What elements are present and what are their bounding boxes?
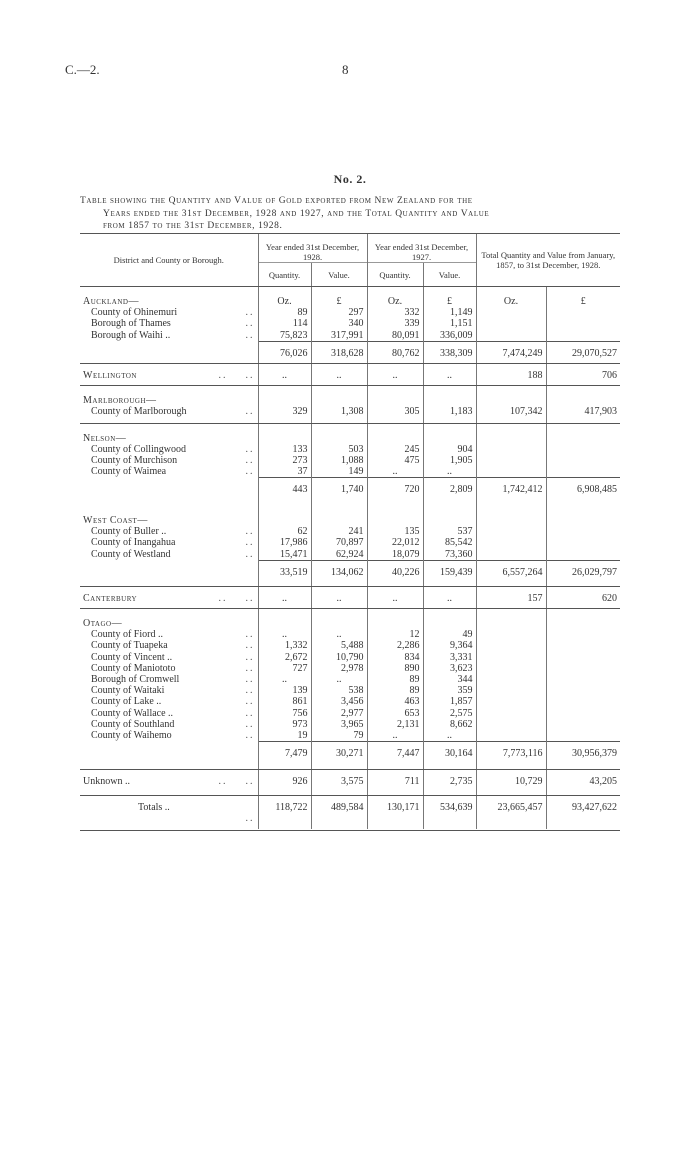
quantity-1928: 15,471	[258, 549, 311, 561]
page-code: C.—2.	[65, 62, 100, 77]
quantity-1928: 37	[258, 466, 311, 478]
total-value: 26,029,797	[546, 560, 620, 586]
value-1928: ..	[311, 629, 367, 640]
quantity-1928: 329	[258, 406, 311, 423]
region-row-unknown: Unknown .. .. .. 926 3,575 711 2,735 10,729 43,205	[80, 770, 620, 796]
value-1927: 904	[423, 444, 476, 455]
total-value: 620	[546, 586, 620, 608]
table-row: County of Waimea .. 37 149 .. ..	[80, 466, 620, 478]
total-value: 706	[546, 364, 620, 386]
subtotal-value-1927: 159,439	[423, 560, 476, 586]
region-row-nelson	[80, 423, 620, 444]
quantity-1927: 89	[367, 674, 423, 685]
caption-line-1: Table showing the Quantity and Value of Gold exported from New Zealand for the	[80, 196, 473, 206]
value-1928: 297	[311, 307, 367, 318]
totals-label: Totals ..	[138, 802, 170, 814]
value-1927: 336,009	[423, 330, 476, 342]
unit-oz: Oz.	[367, 287, 423, 308]
row-name: County of Buller ..	[91, 526, 167, 538]
quantity-1928: ..	[258, 629, 311, 640]
value-1927: 1,857	[423, 696, 476, 707]
value-1927: ..	[423, 730, 476, 742]
region-row-auckland	[80, 287, 620, 308]
quantity-1927: 305	[367, 406, 423, 423]
total-quantity: 10,729	[476, 770, 546, 796]
value-1927: 49	[423, 629, 476, 640]
region-name: Wellington	[83, 370, 137, 382]
table-row: County of Waitaki .. 139 538 89 359	[80, 685, 620, 696]
subtotal-quantity-1928: 76,026	[258, 341, 311, 363]
value-1928: 5,488	[311, 640, 367, 651]
subtotal-quantity-1927: 80,762	[367, 341, 423, 363]
total-quantity: 7,773,116	[476, 742, 546, 770]
subtotal-quantity-1927: 40,226	[367, 560, 423, 586]
quantity-1928: 19	[258, 730, 311, 742]
value-1927: ..	[423, 586, 476, 608]
subtotal-quantity-1928: 33,519	[258, 560, 311, 586]
row-name: County of Wallace ..	[91, 707, 174, 719]
page-number: 8	[342, 62, 349, 77]
quantity-1928: 861	[258, 696, 311, 707]
value-1928: 149	[311, 466, 367, 478]
row-name: County of Inangahua	[91, 537, 176, 549]
quantity-1927: ..	[367, 364, 423, 386]
region-row-otago	[80, 608, 620, 629]
grand-value-1928: 489,584	[311, 796, 367, 829]
table-row: County of Inangahua .. 17,986 70,897 22,012 85,542	[80, 537, 620, 548]
quantity-header-1928: Quantity.	[258, 263, 311, 287]
value-1928: 538	[311, 685, 367, 696]
region-row-marlborough	[80, 386, 620, 407]
subtotal-value-1927: 30,164	[423, 742, 476, 770]
quantity-1927: 339	[367, 318, 423, 329]
total-value: 6,908,485	[546, 478, 620, 506]
value-1927: 1,905	[423, 455, 476, 466]
quantity-1928: 62	[258, 526, 311, 537]
value-1928: ..	[311, 674, 367, 685]
value-1928: 79	[311, 730, 367, 742]
quantity-1928: 973	[258, 719, 311, 730]
table-row: Borough of Cromwell .. .. .. 89 344	[80, 674, 620, 685]
region-name: Auckland—	[83, 296, 139, 307]
total-value: 43,205	[546, 770, 620, 796]
value-1927: 3,623	[423, 663, 476, 674]
district-header: District and County or Borough.	[80, 234, 258, 287]
quantity-1928: ..	[258, 586, 311, 608]
value-1928: 340	[311, 318, 367, 329]
quantity-1927: 2,131	[367, 719, 423, 730]
value-1927: 1,183	[423, 406, 476, 423]
value-1927: 3,331	[423, 652, 476, 663]
value-1928: 3,575	[311, 770, 367, 796]
row-name: Borough of Thames	[91, 318, 171, 330]
quantity-1928: 2,672	[258, 652, 311, 663]
value-1928: 3,456	[311, 696, 367, 707]
region-name: Marlborough—	[83, 395, 157, 407]
table-row: County of Buller .. .. 62 241 135 537	[80, 526, 620, 537]
table-bottom-rule	[80, 830, 620, 831]
row-name: County of Murchison	[91, 455, 178, 467]
value-1927: 2,575	[423, 708, 476, 719]
value-1928: 317,991	[311, 330, 367, 342]
table-row: County of Marlborough .. 329 1,308 305 1,183 107,342 417,903	[80, 406, 620, 423]
quantity-1928: 114	[258, 318, 311, 329]
table-row: Borough of Thames .. 114 340 339 1,151	[80, 318, 620, 329]
value-1928: ..	[311, 586, 367, 608]
subtotal-value-1927: 338,309	[423, 341, 476, 363]
value-header-1927: Value.	[423, 263, 476, 287]
row-name: County of Waitaki	[91, 685, 165, 697]
unit-oz: Oz.	[476, 287, 546, 308]
quantity-1927: 80,091	[367, 330, 423, 342]
quantity-1927: 834	[367, 652, 423, 663]
total-quantity: 157	[476, 586, 546, 608]
table-row: Borough of Waihi .. .. 75,823 317,991 80,091 336,009	[80, 330, 620, 342]
quantity-header-1927: Quantity.	[367, 263, 423, 287]
subtotal-row-auckland	[80, 341, 620, 363]
value-1928: 3,965	[311, 719, 367, 730]
subtotal-row-westcoast	[80, 560, 620, 586]
table-row: County of Wallace .. .. 756 2,977 653 2,575	[80, 708, 620, 719]
table-row: County of Murchison .. 273 1,088 475 1,905	[80, 455, 620, 466]
quantity-1928: 1,332	[258, 640, 311, 651]
quantity-1928: 133	[258, 444, 311, 455]
region-name: Canterbury	[83, 592, 138, 604]
quantity-1927: ..	[367, 586, 423, 608]
value-1927: 1,151	[423, 318, 476, 329]
grand-total-value: 93,427,622	[546, 796, 620, 829]
value-1928: 1,088	[311, 455, 367, 466]
value-1927: 537	[423, 526, 476, 537]
region-row-wellington: Wellington .. .. .. .. .. .. 188 706	[80, 364, 620, 386]
total-value: 29,070,527	[546, 341, 620, 363]
table-row: County of Fiord .. .. .. .. 12 49	[80, 629, 620, 640]
quantity-1928: 273	[258, 455, 311, 466]
value-1927: ..	[423, 364, 476, 386]
value-1928: 1,308	[311, 406, 367, 423]
value-1928: 70,897	[311, 537, 367, 548]
row-name: County of Waihemo	[91, 729, 172, 741]
value-1928: ..	[311, 364, 367, 386]
quantity-1928: 756	[258, 708, 311, 719]
row-name: County of Tuapeka	[91, 640, 168, 652]
quantity-1928: 17,986	[258, 537, 311, 548]
row-name: County of Vincent ..	[91, 651, 173, 663]
totals-row: Totals .. .. 118,722 489,584 130,171 534,639 23,665,457 93,427,622	[80, 796, 620, 829]
row-name: Borough of Cromwell	[91, 673, 180, 685]
region-row-canterbury: Canterbury .. .. .. .. .. .. 157 620	[80, 586, 620, 608]
region-name: Unknown ..	[83, 776, 130, 788]
table-row: County of Vincent .. .. 2,672 10,790 834 3,331	[80, 652, 620, 663]
subtotal-quantity-1928: 7,479	[258, 742, 311, 770]
subtotal-quantity-1928: 443	[258, 478, 311, 506]
total-value: 30,956,379	[546, 742, 620, 770]
value-1927: 73,360	[423, 549, 476, 561]
quantity-1928: 926	[258, 770, 311, 796]
total-value: 417,903	[546, 406, 620, 423]
value-1928: 241	[311, 526, 367, 537]
table-row: County of Lake .. .. 861 3,456 463 1,857	[80, 696, 620, 707]
quantity-1927: 135	[367, 526, 423, 537]
table-row: County of Waihemo .. 19 79 .. ..	[80, 730, 620, 742]
subtotal-value-1927: 2,809	[423, 478, 476, 506]
unit-oz: Oz.	[258, 287, 311, 308]
quantity-1927: 22,012	[367, 537, 423, 548]
row-name: County of Ohinemuri	[91, 307, 178, 319]
quantity-1927: 711	[367, 770, 423, 796]
row-name: County of Westland	[91, 548, 171, 560]
row-name: County of Marlborough	[91, 406, 187, 418]
region-name: Nelson—	[83, 432, 127, 444]
subtotal-value-1928: 134,062	[311, 560, 367, 586]
value-1927: 85,542	[423, 537, 476, 548]
value-1927: ..	[423, 466, 476, 478]
subtotal-row-nelson	[80, 478, 620, 506]
quantity-1927: 2,286	[367, 640, 423, 651]
quantity-1927: 12	[367, 629, 423, 640]
table-row: County of Southland .. 973 3,965 2,131 8,662	[80, 719, 620, 730]
value-1927: 2,735	[423, 770, 476, 796]
total-quantity: 188	[476, 364, 546, 386]
value-1928: 10,790	[311, 652, 367, 663]
gold-export-table	[80, 233, 620, 829]
value-1927: 344	[423, 674, 476, 685]
total-quantity: 107,342	[476, 406, 546, 423]
value-1928: 62,924	[311, 549, 367, 561]
subtotal-value-1928: 1,740	[311, 478, 367, 506]
quantity-1928: 75,823	[258, 330, 311, 342]
row-name: County of Collingwood	[91, 443, 187, 455]
row-name: County of Fiord ..	[91, 629, 163, 641]
region-row-westcoast	[80, 506, 620, 526]
quantity-1927: 475	[367, 455, 423, 466]
row-name: Borough of Waihi ..	[91, 329, 171, 341]
region-name: West Coast—	[83, 514, 148, 526]
table-caption	[80, 195, 620, 233]
grand-value-1927: 534,639	[423, 796, 476, 829]
quantity-1927: 18,079	[367, 549, 423, 561]
value-1928: 503	[311, 444, 367, 455]
quantity-1928: 727	[258, 663, 311, 674]
subtotal-quantity-1927: 720	[367, 478, 423, 506]
total-header: Total Quantity and Value from January, 1857, to 31st December, 1928.	[476, 234, 620, 287]
value-1928: 2,978	[311, 663, 367, 674]
quantity-1928: 139	[258, 685, 311, 696]
row-name: County of Lake ..	[91, 696, 162, 708]
region-name: Otago—	[83, 617, 123, 629]
value-header-1928: Value.	[311, 263, 367, 287]
row-name: County of Waimea	[91, 466, 167, 478]
year-1927-header: Year ended 31st December, 1927.	[367, 234, 476, 263]
quantity-1927: 890	[367, 663, 423, 674]
table-row: County of Collingwood .. 133 503 245 904	[80, 444, 620, 455]
table-row: County of Tuapeka .. 1,332 5,488 2,286 9,364	[80, 640, 620, 651]
unit-pound: £	[311, 287, 367, 308]
value-1927: 8,662	[423, 719, 476, 730]
subtotal-value-1928: 30,271	[311, 742, 367, 770]
value-1927: 359	[423, 685, 476, 696]
row-name: County of Southland	[91, 718, 175, 730]
total-quantity: 7,474,249	[476, 341, 546, 363]
table-row: County of Ohinemuri .. 89 297 332 1,149	[80, 307, 620, 318]
quantity-1927: 653	[367, 708, 423, 719]
grand-quantity-1928: 118,722	[258, 796, 311, 829]
quantity-1927: 245	[367, 444, 423, 455]
quantity-1927: 463	[367, 696, 423, 707]
value-1928: 2,977	[311, 708, 367, 719]
caption-line-3: from 1857 to the 31st December, 1928.	[103, 221, 283, 232]
table-row: County of Westland .. 15,471 62,924 18,079 73,360	[80, 549, 620, 561]
quantity-1927: ..	[367, 730, 423, 742]
table-number: No. 2.	[333, 172, 367, 186]
grand-total-quantity: 23,665,457	[476, 796, 546, 829]
row-name: County of Maniototo	[91, 662, 176, 674]
quantity-1928: ..	[258, 674, 311, 685]
quantity-1927: 332	[367, 307, 423, 318]
table-row: County of Maniototo .. 727 2,978 890 3,623	[80, 663, 620, 674]
value-1927: 1,149	[423, 307, 476, 318]
unit-pound: £	[546, 287, 620, 308]
subtotal-quantity-1927: 7,447	[367, 742, 423, 770]
subtotal-row-otago	[80, 742, 620, 770]
quantity-1928: 89	[258, 307, 311, 318]
total-quantity: 1,742,412	[476, 478, 546, 506]
total-quantity: 6,557,264	[476, 560, 546, 586]
unit-pound: £	[423, 287, 476, 308]
caption-line-2: Years ended the 31st December, 1928 and 1927, and the Total Quantity and Value	[103, 208, 490, 219]
year-1928-header: Year ended 31st December, 1928.	[258, 234, 367, 263]
subtotal-value-1928: 318,628	[311, 341, 367, 363]
grand-quantity-1927: 130,171	[367, 796, 423, 829]
quantity-1927: 89	[367, 685, 423, 696]
quantity-1928: ..	[258, 364, 311, 386]
value-1927: 9,364	[423, 640, 476, 651]
quantity-1927: ..	[367, 466, 423, 478]
